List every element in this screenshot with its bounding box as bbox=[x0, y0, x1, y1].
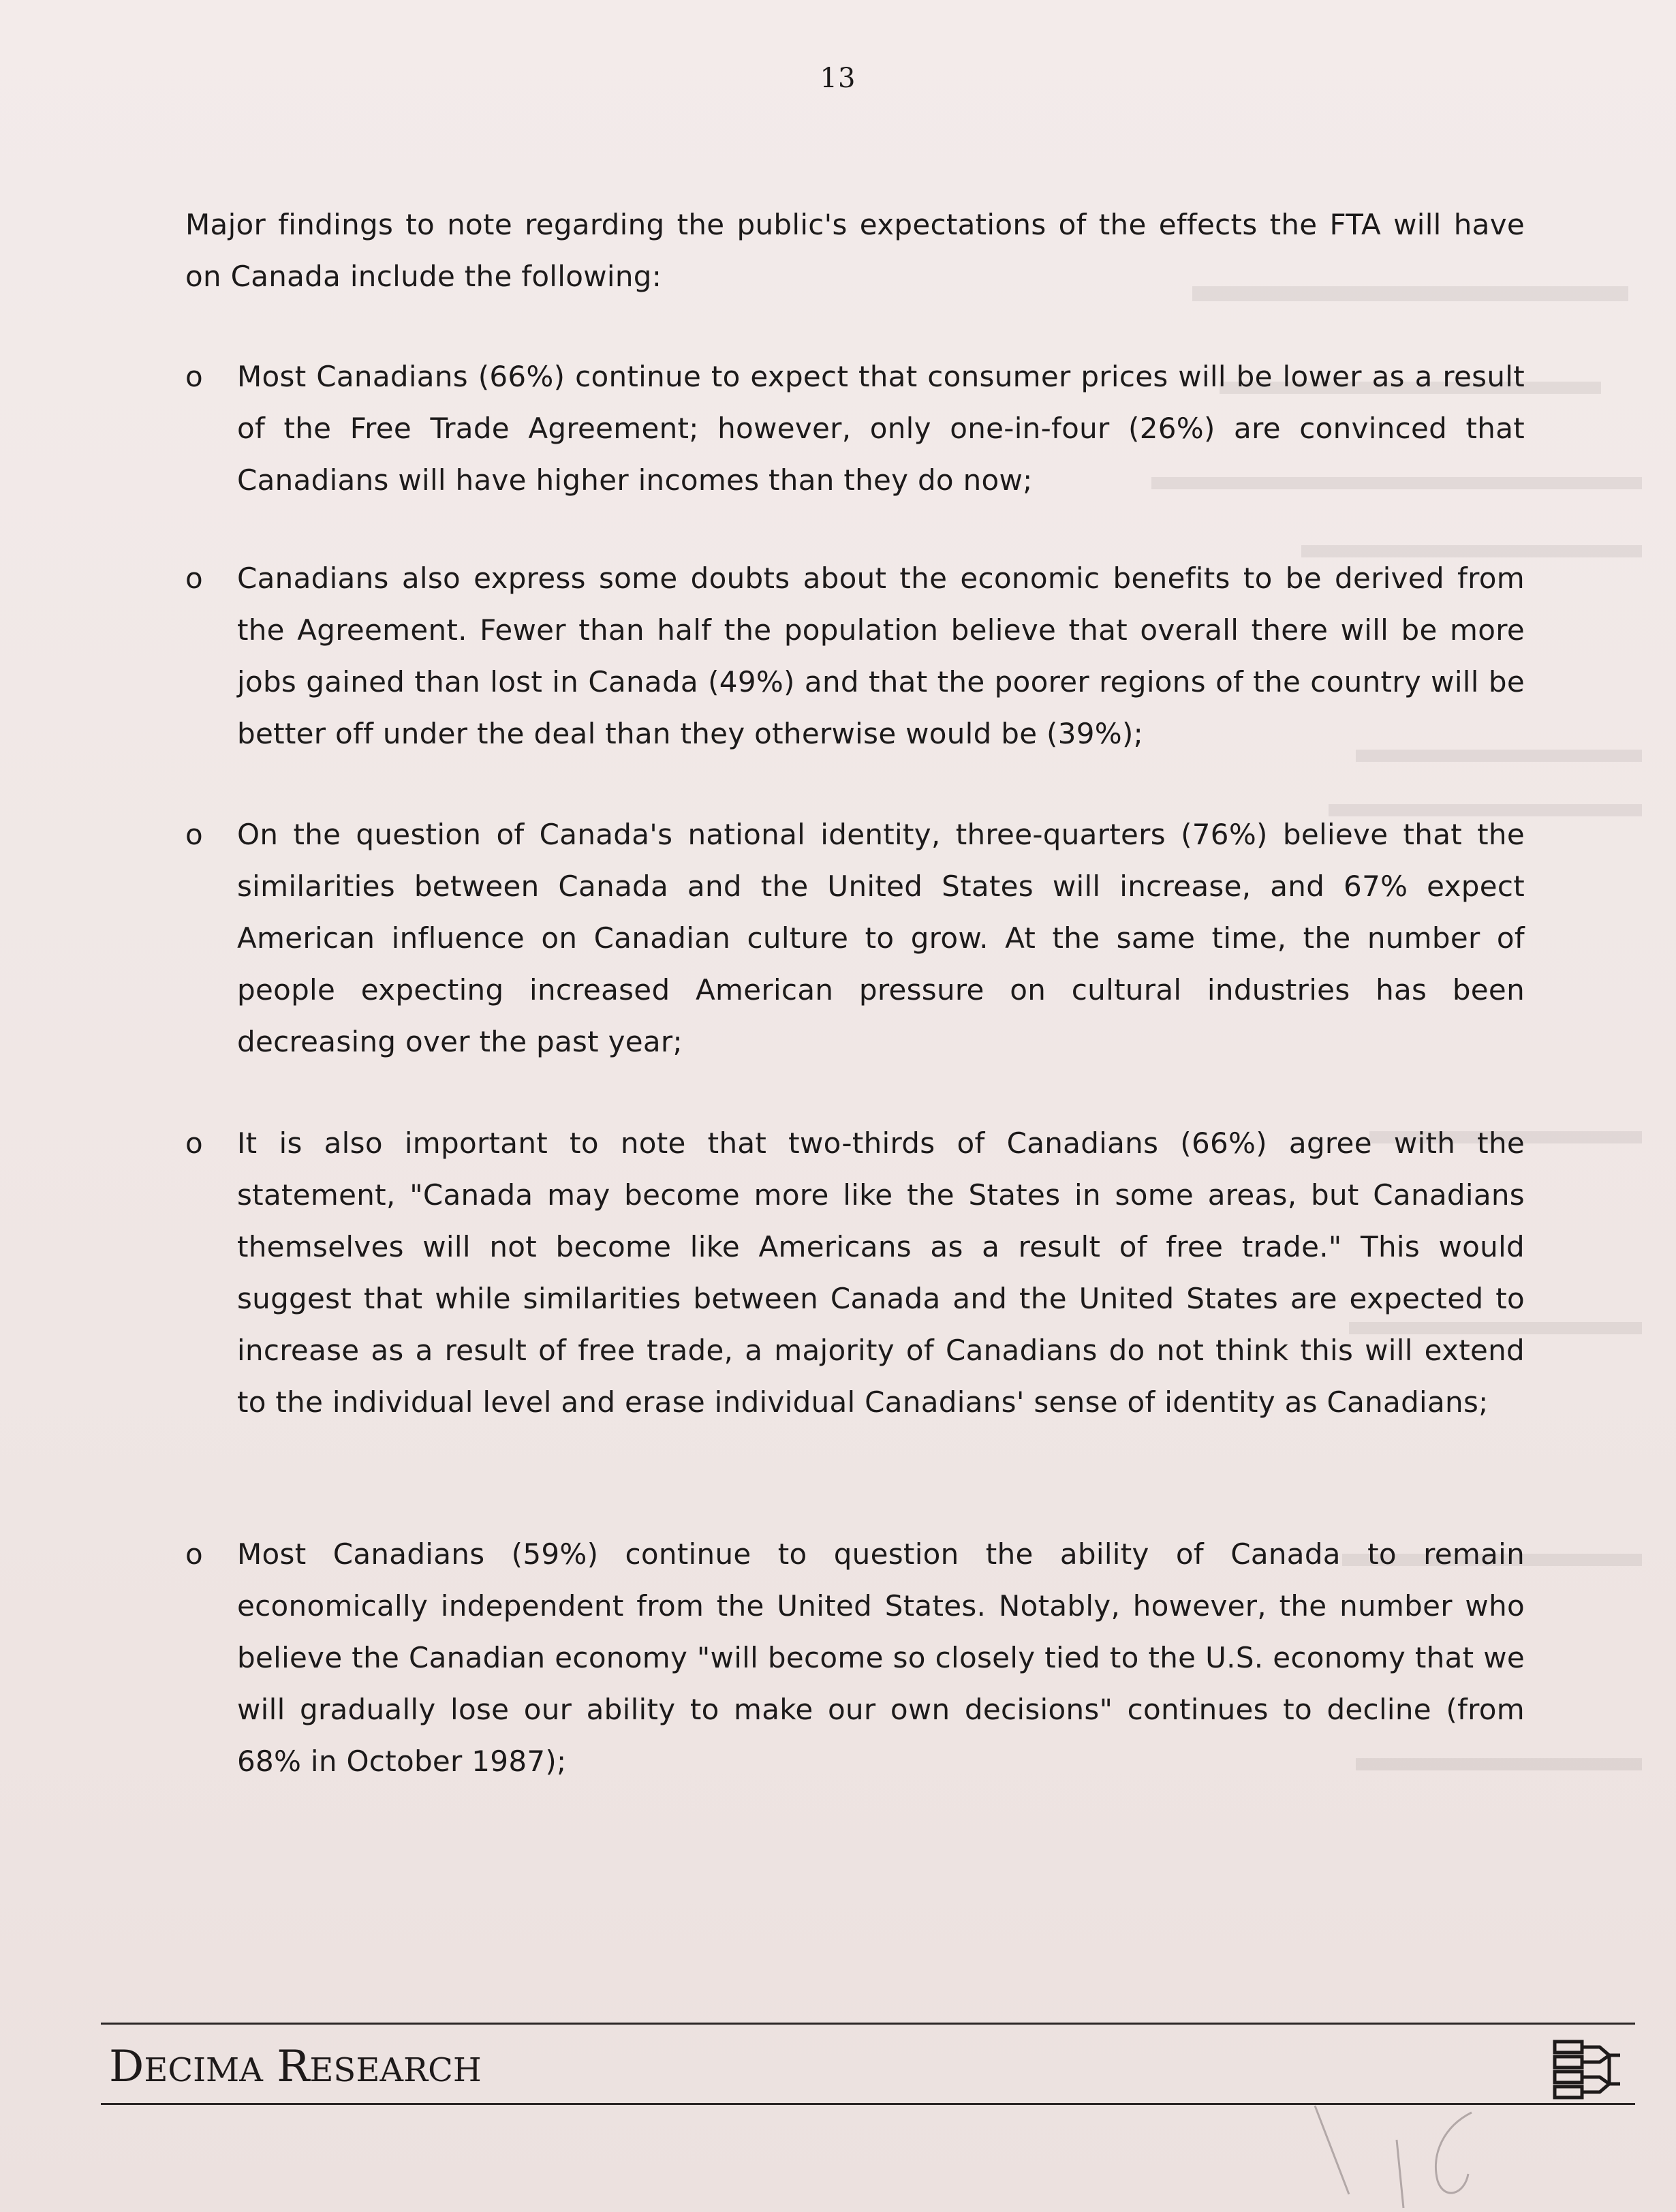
bullet-marker: o bbox=[185, 1537, 203, 1571]
footer-rule-top bbox=[101, 2023, 1635, 2025]
bullet-text: It is also important to note that two-thirds of Canadians (66%) agree with the statement, "Canada may become more like the States in some areas, but Canadians themselves will not become like Americans as a result of free trade." This would suggest that while similarities between Canada and the United States are expected to increase as a result of free trade, a majority of Canadians do not think this will extend to the individual level and erase individual Canadians' sense of identity as Canadians; bbox=[237, 1126, 1525, 1419]
decima-logo-icon bbox=[1552, 2038, 1623, 2100]
bullet-marker: o bbox=[185, 360, 203, 393]
bullet-marker: o bbox=[185, 818, 203, 851]
bullet-text: Canadians also express some doubts about the economic benefits to be derived from the Agreement. Fewer than half the population believe that overall there will be more jobs gained than lost in Canada (49%) and that the poorer regions of the country will be better off under the deal than they otherwise would be (39%); bbox=[237, 562, 1525, 750]
footer-brand bbox=[109, 2042, 482, 2092]
bullet-marker: o bbox=[185, 1126, 203, 1160]
bullet-text: Most Canadians (66%) continue to expect that consumer prices will be lower as a result of the Free Trade Agreement; however, only one-in-four (26%) are convinced that Canadians will have higher incomes than they do now; bbox=[237, 360, 1525, 497]
page-number: 13 bbox=[820, 63, 856, 94]
footer-rule-bottom bbox=[101, 2103, 1635, 2105]
brand-word-2-rest: ESEARCH bbox=[309, 2051, 482, 2089]
bullet-text: On the question of Canada's national identity, three-quarters (76%) believe that the similarities between Canada and the United States will increase, and 67% expect American influence on Canadian culture to grow. At the same time, the number of people expecting increased American pressure on cultural industries has been decreasing over the past year; bbox=[237, 818, 1525, 1058]
intro-paragraph: Major findings to note regarding the public's expectations of the effects the FTA will have on Canada include the following: bbox=[185, 208, 1525, 293]
brand-initial-d: D bbox=[109, 2042, 144, 2092]
brand-initial-r: R bbox=[277, 2042, 310, 2092]
bullet-text: Most Canadians (59%) continue to question the ability of Canada to remain economically independent from the United States. Notably, however, the number who believe the Canadian economy "will become so closely tied to the U.S. economy that we will gradually lose our ability to make our own decisions" continues to decline (from 68% in October 1987); bbox=[237, 1537, 1525, 1778]
bullet-marker: o bbox=[185, 562, 203, 595]
brand-word-1-rest: ECIMA bbox=[144, 2051, 263, 2089]
